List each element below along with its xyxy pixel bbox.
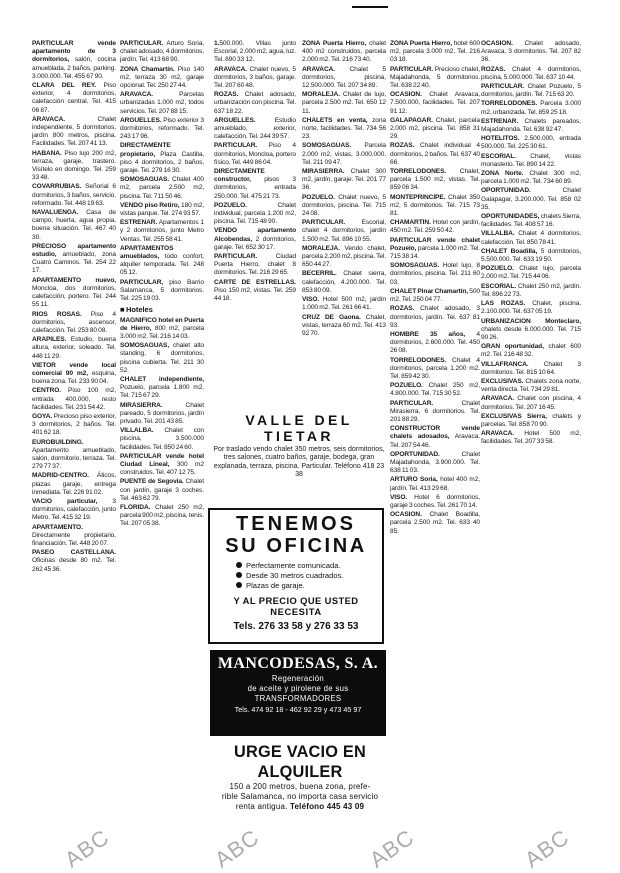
classified-ad: PUENTE de Segovia. Chalet con jardín, garaje 3 coches. Tel. 463 62 79. xyxy=(120,478,204,502)
classified-ad: ARGUELLES. Piso exterior 3 dormitorios, reformado. Tel. 243 17 96. xyxy=(120,116,204,141)
classified-ad: ZONA Puerta Hierro, hotel 600 m2, parcela 3.000 m2. Tel. 216 03 18. xyxy=(390,40,480,64)
classified-ad: ZONA Puerta Hierro, chalet 400 m2 construidos, parcela 2.000 m2. Tel. 216 73 40. xyxy=(302,40,386,64)
price-line-1: Y AL PRECIO QUE USTED xyxy=(233,595,359,606)
classified-ad: CHALET Pinar Chamartín, 500 m2. Tel. 250 04 77. xyxy=(390,287,480,304)
feature-item: Desde 30 metros cuadrados. xyxy=(236,571,382,581)
mancodesas-phones: Tels. 474 92 18 - 462 92 29 y 473 45 97 xyxy=(234,705,362,714)
classified-ad: PARTICULAR, piso Barrio Salamanca, 5 dormitorios. Tel. 225 19 03. xyxy=(120,278,204,303)
classified-ad: ZONA Norte. Chalet 300 m2, parcela 1.000 m2. Tel. 734 60 89. xyxy=(481,170,581,186)
feature-item: Plazas de garaje. xyxy=(236,581,382,591)
classified-ad: HOTELITOS. 2.500.000, entrada 500.000. Tel. 225 30 61. xyxy=(481,135,581,151)
classified-ad: PARTICULAR vende hotel Ciudad Lineal, 300 m2 construidos. Tel. 407 12 75. xyxy=(120,452,204,477)
classified-ad: VIETOR vende local comercial 90 m2, esquina, buena zona. Tel. 233 90 04. xyxy=(32,361,116,386)
classified-column-2 xyxy=(120,40,204,852)
abc-watermark: ABC xyxy=(60,824,114,873)
classified-ad: HOMBRE 35 años, 4 dormitorios, 2.600.000. Tel. 450 26 08. xyxy=(390,330,480,355)
classified-ad: ARAVACA. Hotel 500 m2, facilidades. Tel. 207 33 58. xyxy=(481,430,581,446)
classified-ad: ARAVACA. Chalet con piscina, 4 dormitorios. Tel. 207 16 45. xyxy=(481,395,581,411)
classified-ad: ARAVACA. Chalet nuevo, 5 dormitorios, 3 baños, garaje. Tel. 207 60 48. xyxy=(214,65,296,90)
classified-ad: VACIO particular, 3 dormitorios, calefacción, junto Metro. Tel. 415 32 19. xyxy=(32,497,116,522)
classified-ad: APARTAMENTO. Directamente propietario, financiación. Tel. 448 20 07. xyxy=(32,523,116,547)
classified-ad: ARAVACA. Chalet independiente, 5 dormitorios, jardín 800 metros, piscina. Facilidades. Tel. 207 41 13. xyxy=(32,115,116,148)
classified-ad: PARTICULAR. Piso 4 dormitorios, Moncloa, portero físico. Tel. 449 86 04. xyxy=(214,142,296,166)
classified-ad: VENDO apartamento Alcobendas, 2 dormitorios, garaje. Tel. 652 30 17. xyxy=(214,227,296,251)
classified-ad: HABANA. Piso lujo 200 m2, terraza, garaje, trastero. Visítelo en domingo. Tel. 259 33 48. xyxy=(32,149,116,182)
classified-ad: POZUELO. Chalet nuevo, 5 dormitorios, piscina. Tel. 715 24 08. xyxy=(302,193,386,218)
classified-ad: CRUZ DE Gaona. Chalet, vistas, terraza 60 m2. Tel. 413 92 70. xyxy=(302,313,386,337)
classified-ad: POZUELO. Chalet individual, parcela 1.200 m2, piscina. Tel. 715 48 90. xyxy=(214,201,296,226)
classified-ad: EXCLUSIVAS Sierra, chalets y parcelas. Tel. 858 70 90. xyxy=(481,412,581,428)
classified-ad: ARAPILES. Estudio, buena altura, exterior, soleado. Tel. 446 11 29. xyxy=(32,336,116,360)
classified-ad: CENTRO. Piso 100 m2, entrada 400.000, resto facilidades. Tel. 231 54 42. xyxy=(32,387,116,411)
urge-vacio-ad xyxy=(212,742,388,812)
classified-ad: ESTRENAR. Apartamentos 1 y 2 dormitorios, junto Metro Ventas. Tel. 255 58 41. xyxy=(120,219,204,243)
classified-ad: ZONA Chamartín. Piso 140 m2, terraza 30 m2, garaje opcional. Tel. 250 27 44. xyxy=(120,65,204,90)
classified-ad: MORALEJA. Chalet de lujo, parcela 2.500 m2. Tel. 650 12 11. xyxy=(302,91,386,115)
classified-ad: OCASION. Chalet Aravaca, 7.500.000, facilidades. Tel. 207 91 12. xyxy=(390,91,480,115)
valle-ad-body: Por traslado vendo chalet 350 metros, seis dormitorios, tres salones, cuatro baños, garaje, bodega, gran explanada, terraza, piscina. Particular. Teléfono 418 23 38 xyxy=(213,446,385,479)
classified-ad: 1.500.000. Villas junto Escorial, 2.000 m2, agua, luz. Tel. 890 33 12. xyxy=(214,40,296,64)
abc-watermark: ABC xyxy=(365,824,419,873)
classified-ad: OPORTUNIDADES, chalets Sierra, facilidades. Tel. 408 57 16. xyxy=(481,213,581,229)
su-oficina-headline: SU OFICINA xyxy=(225,535,367,557)
classified-ad: OCASION. Chalet Boadilla, parcela 2.500 m2. Tel. 633 40 85. xyxy=(390,511,480,535)
classified-ad: ROZAS. Chalet individual 4 dormitorios, 2 baños. Tel. 637 40 66. xyxy=(390,142,480,166)
classified-ad: CHAMARTIN. Hotel con jardín, 450 m2. Tel. 259 50 42. xyxy=(390,219,480,235)
mancodesas-line-3: TRANSFORMADORES xyxy=(254,694,342,703)
top-rule xyxy=(352,6,388,8)
classified-ad: CLARA DEL REY. Piso exterior, 4 dormitorios, calefacción central. Tel. 415 06 87. xyxy=(32,82,116,114)
classified-ad: MIRASIERRA. Chalet pareado, 5 dormitorios, jardín privado. Tel. 201 43 85. xyxy=(120,401,204,425)
classified-ad: RIOS ROSAS. Piso 4 dormitorios, ascensor, calefacción. Tel. 253 80 08. xyxy=(32,310,116,334)
classified-ad: CHALET independiente, Pozuelo, parcela 1.800 m2. Tel. 715 67 29. xyxy=(120,375,204,400)
classified-ad: PARTICULAR. Ciudad Puerta Hierro, chalet 8 dormitorios. Tel. 216 29 65. xyxy=(214,253,296,277)
bullet-icon xyxy=(236,562,242,568)
classified-ad: MORALEJA. Vendo chalet, parcela 2.200 m2, piscina. Tel. 650 44 27. xyxy=(302,244,386,269)
classified-ad: PARTICULAR. Chalet Mirasierra, 6 dormitorios. Tel. 201 88 29. xyxy=(390,399,480,423)
classified-ad: ESCORIAL. Chalet 250 m2, jardín. Tel. 896 22 73. xyxy=(481,282,581,298)
classified-ad: PARTICULAR vende chalet Pozuelo, parcela 1.000 m2. Tel. 715 38 14. xyxy=(390,236,480,261)
urge-phone: Teléfono 445 43 09 xyxy=(290,802,365,811)
classified-ad: PASEO CASTELLANA. Oficinas desde 80 m2. Tel. 262 45 36. xyxy=(32,549,116,573)
classified-ad: DIRECTAMENTE propietario, Plaza Castilla, piso 4 dormitorios, 2 baños, garaje. Tel. 279 16 30. xyxy=(120,142,204,175)
classified-ad: COVARRUBIAS. Señorial 6 dormitorios, 3 baños, servicio, reformado. Tel. 448 19 63. xyxy=(32,183,116,207)
valle-ad-title: VALLE DEL TIETAR xyxy=(245,412,353,444)
classified-ad: OPORTUNIDAD. Chalet Galapagar, 3.200.000. Tel. 858 02 35. xyxy=(481,187,581,211)
valle-del-tietar-ad xyxy=(210,412,388,480)
classified-ad: EUROBUILDING. Apartamento amueblado, salón, dormitorio, terraza. Tel. 279 77 37. xyxy=(32,438,116,471)
urge-line-2: rible Salamanca, no importa casa servicio xyxy=(221,792,379,801)
classified-ad: GRAN oportunidad, chalet 600 m2. Tel. 216 48 32. xyxy=(481,343,581,359)
classified-ad: CARTE DE ESTRELLAS. Piso 150 m2, vistas. Tel. 259 44 18. xyxy=(214,278,296,303)
section-heading-hoteles: ■ Hoteles xyxy=(120,305,153,315)
classified-ad: ESCORIAL. Chalet, vistas monasterio. Tel. 890 14 22. xyxy=(481,152,581,168)
classified-ad: OCASION. Chalet adosado, Aravaca, 3 dormitorios. Tel. 207 82 36. xyxy=(481,40,581,64)
classified-ad: MADRID-CENTRO. Áticos, plazas garaje, entrega inmediata. Tel. 226 91 02. xyxy=(32,472,116,496)
classified-ad: TORRELODONES. Chalet 4 dormitorios, parcela 1.200 m2. Tel. 859 42 30. xyxy=(390,356,480,380)
classified-ad: PRECIOSO apartamento estudio, amueblado, zona Cuatro Caminos. Tel. 254 22 17. xyxy=(32,242,116,275)
classified-ad: GOYA. Precioso piso exterior, 3 dormitorios, 2 baños. Tel. 401 62 18. xyxy=(32,412,116,437)
classified-column-6 xyxy=(481,40,581,852)
mancodesas-ad xyxy=(210,650,386,736)
classified-ad: NAVALUENGA. Casa de campo, huerta, agua propia, buena situación. Tel. 467 40 30. xyxy=(32,209,116,241)
classified-ad: OPORTUNIDAD. Chalet Majadahonda, 3.900.000. Tel. 638 11 03. xyxy=(390,450,480,475)
classified-ad: VILLALBA. Chalet 4 dormitorios, calefacción. Tel. 850 78 41. xyxy=(481,230,581,246)
classified-ad: VENDO piso Retiro, 180 m2, vistas parque. Tel. 274 93 57. xyxy=(120,201,204,218)
classified-ad: APARTAMENTO nuevo, Moncloa, dos dormitorios, calefacción, portero. Tel. 244 55 11. xyxy=(32,276,116,309)
classified-ad: EXCLUSIVAS. Chalets zona norte, venta directa. Tel. 734 29 81. xyxy=(481,377,581,394)
tenemos-oficina-ad xyxy=(208,508,384,644)
classified-ad: ROZAS. Chalet 4 dormitorios, piscina, 5.000.000. Tel. 637 10 44. xyxy=(481,65,581,81)
classified-ad: PARTICULAR vende apartamento de 3 dormitorios, salón, cocina amueblada, 2 baños, parking. 3.000.000. Tel. 455 67 90. xyxy=(32,40,116,80)
abc-watermark: ABC xyxy=(520,824,574,873)
bullet-icon xyxy=(236,572,242,578)
classified-ad: ESTRENAR. Chalets pareados, Majadahonda. Tel. 638 92 47. xyxy=(481,117,581,134)
classified-column-3 xyxy=(214,40,296,406)
classified-ad: TORRELODONES. Chalet, parcela 1.500 m2, vistas. Tel. 859 06 34. xyxy=(390,168,480,192)
classified-ad: LAS ROZAS. Chalet, piscina, 2.100.000. Tel. 637 05 19. xyxy=(481,300,581,316)
classified-ad: ROZAS. Chalet adosado, 3 dormitorios, jardín. Tel. 637 81 93. xyxy=(390,305,480,329)
classified-ad: PARTICULAR. Arturo Soria, chalet adosado, 4 dormitorios, jardín. Tel. 413 68 90. xyxy=(120,40,204,64)
classified-ad: PARTICULAR. Chalet Pozuelo, 5 dormitorios, jardín. Tel. 715 63 20. xyxy=(481,83,581,99)
bullet-icon xyxy=(236,582,242,588)
classified-ad: GALAPAGAR. Chalet, parcela 2.000 m2, piscina. Tel. 858 31 29. xyxy=(390,116,480,141)
classified-column-4 xyxy=(302,40,386,406)
classified-ad: APARTAMENTOS amueblados, todo confort, alquiler temporada. Tel. 248 05 12. xyxy=(120,244,204,277)
classified-ad: SOMOSAGUAS. Parcela 2.000 m2, vistas, 3.000.000. Tel. 211 09 47. xyxy=(302,142,386,166)
mancodesas-line-2: de aceite y pirolene de sus xyxy=(247,684,349,693)
classified-ad: DIRECTAMENTE constructor, pisos 3 dormitorios, entrada 250.000. Tel. 475 21 73. xyxy=(214,168,296,200)
urge-headline: URGE VACIO EN ALQUILER xyxy=(234,742,366,781)
classified-ad: CHALETS en venta, zona norte, facilidades. Tel. 734 56 23. xyxy=(302,116,386,141)
column-2-paragraphs xyxy=(120,40,204,303)
classified-ad: ARTURO Soria, hotel 400 m2, jardín. Tel. 413 29 68. xyxy=(390,476,480,492)
classified-ad: ARAVACA. Chalet 5 dormitorios, piscina, 12.500.000. Tel. 207 34 89. xyxy=(302,65,386,90)
feature-item: Perfectamente comunicada. xyxy=(236,561,382,571)
classified-ad: SOMOSAGUAS, chalet alto standing, 6 dormitorios, piscina cubierta. Tel. 211 30 52. xyxy=(120,342,204,374)
classified-ad: MIRASIERRA. Chalet 300 m2, jardín, garaje. Tel. 201 77 36. xyxy=(302,168,386,192)
classified-ad: VILLALBA. Chalet con piscina, 3.500.000 facilidades. Tel. 850 24 60. xyxy=(120,427,204,451)
tenemos-phones: Tels. 276 33 58 y 276 33 53 xyxy=(233,621,359,632)
urge-line-1: 150 a 200 metros, buena zona, prefe- xyxy=(229,782,371,791)
classified-ad: CONSTRUCTOR vende chalets adosados, Aravaca. Tel. 207 54 46. xyxy=(390,425,480,449)
price-line-2: NECESITA xyxy=(270,606,322,617)
classified-ad: URBANIZACION Monteclaro, chalets desde 6.000.000. Tel. 715 90 26. xyxy=(481,317,581,341)
classified-ad: TORRELODONES. Parcela 3.000 m2, urbanizada. Tel. 859 25 18. xyxy=(481,100,581,116)
mancodesas-title: MANCODESAS, S. A. xyxy=(217,655,379,672)
abc-watermark: ABC xyxy=(210,824,264,873)
classified-ad: VILLAFRANCA. Chalet 3 dormitorios. Tel. 815 10 64. xyxy=(481,360,581,376)
classified-ad: MONTEPRINCIPE. Chalet 350 m2, 5 dormitorios. Tel. 715 73 81. xyxy=(390,193,480,218)
classified-ad: PARTICULAR. Precioso chalet, Majadahonda, 5 dormitorios. Tel. 638 22 40. xyxy=(390,65,480,90)
classified-ad: ROZAS. Chalet adosado, urbanización con piscina. Tel. 637 18 22. xyxy=(214,91,296,115)
classified-ad: MAGNIFICO hotel en Puerta de Hierro, 800 m2, parcela 3.000 m2. Tel. 216 14 03. xyxy=(120,316,204,340)
classified-ad: FLORIDA. Chalet 250 m2, parcela 900 m2, piscina, tenis. Tel. 207 05 38. xyxy=(120,503,204,528)
classified-ad: CHALET Boadilla, 5 dormitorios, 5.500.000. Tel. 633 19 50. xyxy=(481,247,581,264)
classified-ad: BECERRIL. Chalet sierra, calefacción, 4.200.000. Tel. 853 80 09. xyxy=(302,270,386,294)
classified-column-5 xyxy=(390,40,480,852)
column-2-hoteles-paragraphs xyxy=(120,317,204,529)
classified-ad: ARGUELLES. Estudio amueblado, exterior, calefacción. Tel. 244 39 57. xyxy=(214,116,296,141)
mancodesas-line-1: Regeneración xyxy=(271,674,325,683)
tenemos-features xyxy=(236,561,382,591)
classified-ad: ARAVACA. Parcelas urbanizadas 1.000 m2, todos servicios. Tel. 207 88 15. xyxy=(120,91,204,115)
classified-ad: POZUELO. Chalet 250 m2, 4.800.000. Tel. 715 30 52. xyxy=(390,382,480,398)
classified-ad: VISO. Hotel 6 dormitorios, garaje 3 coches. Tel. 261 70 14. xyxy=(390,493,480,509)
classified-ad: SOMOSAGUAS. Chalet 400 m2, parcela 2.500 m2, piscina. Tel. 711 50 46. xyxy=(120,176,204,200)
classified-ad: VISO. Hotel 500 m2, jardín 1.000 m2. Tel. 261 66 41. xyxy=(302,296,386,312)
classified-ad: POZUELO. Chalet lujo, parcela 2.000 m2. Tel. 715 44 06. xyxy=(481,265,581,281)
classified-ad: PARTICULAR. Escorial, chalet 4 dormitorios, jardín 1.500 m2. Tel. 896 10 55. xyxy=(302,219,386,243)
classified-ad: SOMOSAGUAS. Hotel lujo, 8 dormitorios, piscina. Tel. 211 60 03. xyxy=(390,262,480,286)
classified-column-1 xyxy=(32,40,116,852)
tenemos-headline: TENEMOS xyxy=(236,513,356,535)
urge-line-3: renta antigua. Teléfono 445 43 09 xyxy=(235,802,365,811)
